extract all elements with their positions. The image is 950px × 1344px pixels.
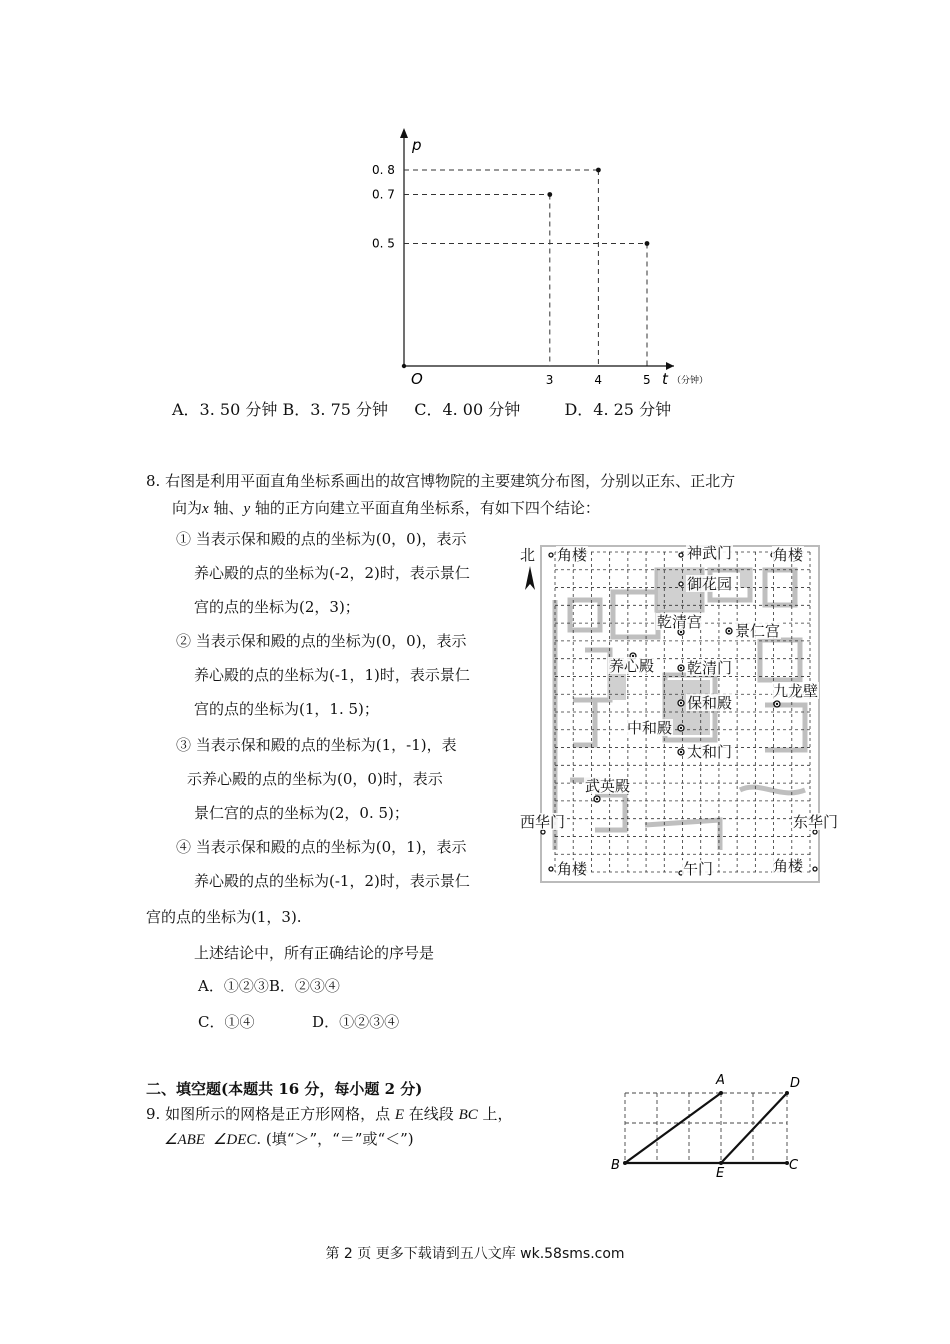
map-label-3: 御花园 bbox=[687, 575, 733, 593]
page-footer: 第 2 页 更多下载请到五八文库 wk.58sms.com bbox=[325, 1246, 625, 1262]
map-label-10: 中和殿 bbox=[627, 719, 673, 737]
q8-conclusion-4c: 宫的点的坐标为(1，3). bbox=[146, 908, 302, 926]
data-point-0 bbox=[547, 192, 552, 197]
x-tick-label-2: 5 bbox=[643, 373, 651, 387]
x-tick-label-0: 3 bbox=[545, 373, 554, 387]
y-tick-label-0: 0. 8 bbox=[372, 163, 395, 177]
x-axis-unit: （分钟） bbox=[672, 376, 709, 386]
map-label-15: 角楼 bbox=[557, 860, 588, 878]
map-point-0 bbox=[549, 553, 553, 557]
map-label-13: 西华门 bbox=[520, 813, 566, 831]
palace-map bbox=[515, 540, 845, 890]
q8-option-b[interactable]: B．②③④ bbox=[268, 977, 340, 995]
q8-conclusion-3a: ③ 当表示保和殿的点的坐标为(1，-1)，表 bbox=[176, 736, 457, 754]
q8-conclusion-2a: ② 当表示保和殿的点的坐标为(0，0)，表示 bbox=[176, 632, 467, 650]
map-label-1: 神武门 bbox=[687, 544, 733, 562]
y-tick-label-1: 0. 7 bbox=[372, 187, 395, 202]
q8-option-c[interactable]: C．①④ bbox=[198, 1013, 255, 1031]
map-label-12: 武英殿 bbox=[585, 777, 631, 795]
q8-conclusion-3c: 景仁宫的点的坐标为(2，0. 5)； bbox=[194, 804, 409, 822]
y-tick-label-2: 0. 5 bbox=[372, 236, 395, 251]
q9-grid-figure bbox=[605, 1070, 820, 1180]
map-point-15 bbox=[549, 867, 553, 871]
q8-option-a[interactable]: A．①②③ bbox=[198, 977, 269, 995]
map-label-6: 养心殿 bbox=[609, 657, 655, 675]
map-north-label: 北 bbox=[520, 546, 536, 564]
q9-point-e: E bbox=[716, 1166, 725, 1180]
q8-conclusion-2b: 养心殿的点的坐标为(-1，1)时，表示景仁 bbox=[194, 666, 470, 684]
q8-question: 上述结论中，所有正确结论的序号是 bbox=[194, 944, 435, 962]
q8-stem-line1: 8. 右图是利用平面直角坐标系画出的故宫博物院的主要建筑分布图，分别以正东、正北方 bbox=[146, 472, 736, 490]
q8-options-row1 bbox=[198, 975, 340, 996]
data-point-1 bbox=[596, 168, 601, 173]
y-axis-label: p bbox=[412, 136, 422, 154]
q8-options-row2 bbox=[198, 1011, 399, 1032]
q7-option-b[interactable]: B．3. 75 分钟 bbox=[282, 400, 389, 419]
map-label-11: 太和门 bbox=[687, 743, 733, 761]
q9-point-a: A bbox=[716, 1073, 725, 1088]
q9-point-d: D bbox=[790, 1076, 801, 1091]
map-point-3 bbox=[679, 582, 683, 586]
q9-line1: 9. 如图所示的网格是正方形网格，点 E 在线段 BC 上， bbox=[146, 1105, 513, 1123]
y-axis-arrow-icon bbox=[400, 128, 408, 138]
q9-point-c: C bbox=[789, 1158, 799, 1173]
x-axis-label: t bbox=[662, 370, 668, 388]
q7-option-c[interactable]: C．4. 00 分钟 bbox=[414, 400, 521, 419]
map-point-17 bbox=[813, 867, 817, 871]
map-label-16: 午门 bbox=[683, 860, 714, 878]
north-arrow-icon bbox=[525, 566, 535, 590]
q7-option-d[interactable]: D．4. 25 分钟 bbox=[564, 400, 672, 419]
map-label-17: 角楼 bbox=[773, 857, 804, 875]
q8-conclusion-2c: 宫的点的坐标为(1，1. 5)； bbox=[194, 700, 379, 718]
q8-stem-line2: 向为x 轴、y 轴的正方向建立平面直角坐标系，有如下四个结论： bbox=[172, 499, 600, 517]
map-label-4: 乾清宫 bbox=[657, 613, 703, 631]
q7-chart bbox=[360, 120, 720, 395]
q8-conclusion-1a: ① 当表示保和殿的点的坐标为(0，0)，表示 bbox=[176, 530, 467, 548]
data-point-2 bbox=[645, 241, 650, 246]
map-label-0: 角楼 bbox=[557, 546, 588, 564]
q8-conclusion-3b: 示养心殿的点的坐标为(0，0)时，表示 bbox=[187, 770, 443, 788]
map-label-2: 角楼 bbox=[773, 546, 804, 564]
x-axis-arrow-icon bbox=[666, 362, 674, 370]
q9-segments bbox=[625, 1093, 787, 1163]
map-label-8: 保和殿 bbox=[687, 694, 733, 712]
origin-point bbox=[402, 364, 406, 368]
segment-ab bbox=[625, 1093, 721, 1163]
map-label-7: 乾清门 bbox=[687, 659, 733, 677]
q8-option-d[interactable]: D．①②③④ bbox=[312, 1013, 400, 1031]
map-label-14: 东华门 bbox=[793, 813, 839, 831]
q8-conclusion-1b: 养心殿的点的坐标为(-2，2)时，表示景仁 bbox=[194, 564, 470, 582]
q7-options bbox=[172, 397, 671, 420]
section-2-heading: 二、填空题(本题共 16 分，每小题 2 分) bbox=[146, 1080, 423, 1098]
x-tick-label-1: 4 bbox=[594, 373, 603, 387]
q7-option-a[interactable]: A．3. 50 分钟 bbox=[172, 400, 278, 419]
map-point-1 bbox=[679, 553, 683, 557]
q9-point-b: B bbox=[611, 1158, 620, 1173]
q8-conclusion-4b: 养心殿的点的坐标为(-1，2)时，表示景仁 bbox=[194, 872, 470, 890]
map-label-5: 景仁宫 bbox=[735, 622, 781, 640]
segment-ed bbox=[721, 1093, 787, 1163]
q8-conclusion-4a: ④ 当表示保和殿的点的坐标为(0，1)，表示 bbox=[176, 838, 467, 856]
q8-conclusion-1c: 宫的点的坐标为(2，3)； bbox=[194, 598, 360, 616]
origin-label: O bbox=[411, 370, 423, 388]
q9-line2: ∠ABE ∠DEC. (填“＞”，“＝”或“＜”) bbox=[164, 1130, 414, 1148]
q9-points bbox=[623, 1091, 789, 1165]
map-label-9: 九龙壁 bbox=[773, 682, 819, 700]
